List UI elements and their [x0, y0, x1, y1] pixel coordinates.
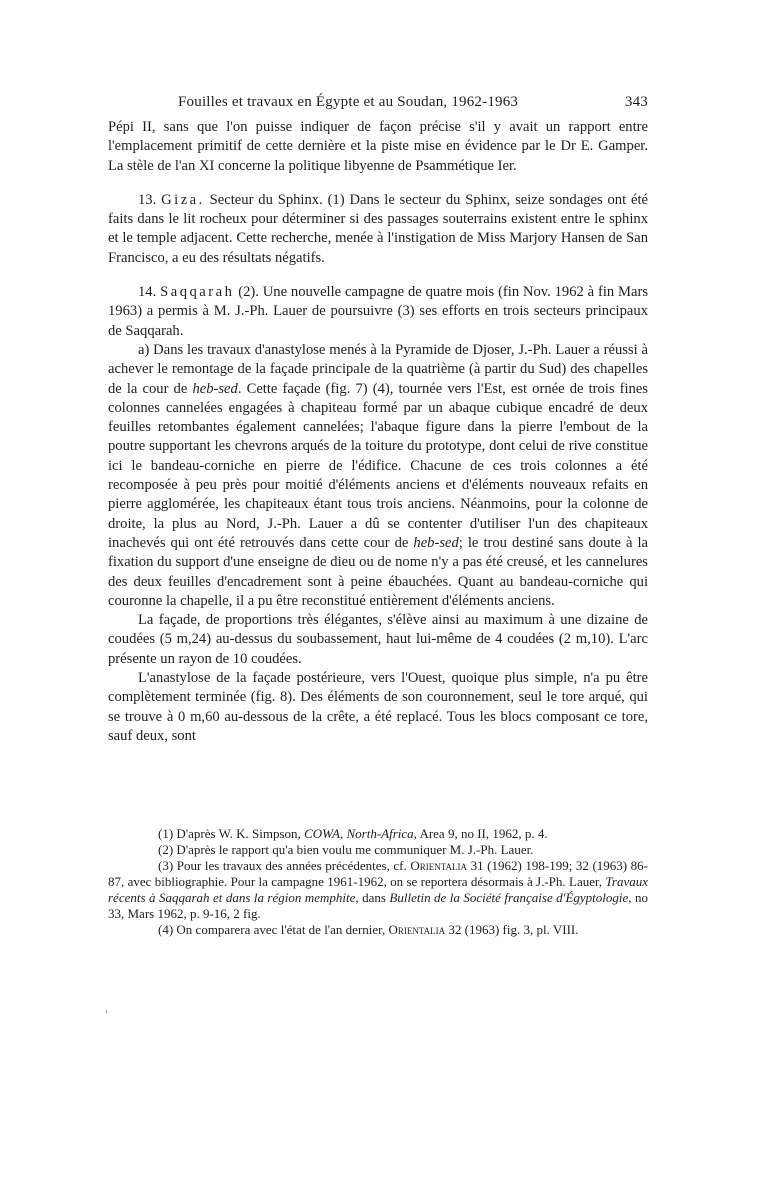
text-run: , Area 9, no II, 1962, p. 4. — [413, 826, 548, 841]
journal-name: Orientalia — [388, 922, 446, 937]
site-name: Giza. — [161, 191, 205, 208]
page-number: 343 — [624, 94, 648, 110]
section-number: 13. — [138, 191, 157, 208]
text-run: , — [339, 826, 344, 841]
text-run: . Cette façade (fig. 7) (4), tournée vers l'Est, est ornée de trois fines colonnes cannelées engagées à chapiteau formé par un abaque cubique encadré de deux feuilles retombantes également cannelées; l'abaque figure dans la pierre l'embout de la poutre supportant les chevrons arqués de la toiture du prototype, dont celui de rive constitue ici le bandeau-corniche en pierre de l'édifice. Chacune de ces trois colonnes a été recomposée à peu près pour moitié d'éléments anciens et d'éléments nouveaux refaits en pierre agglomérée, les chapiteaux étant tous trois anciens. Néanmoins, pour la colonne de droite, la plus au Nord, J.-Ph. Lauer a dû se contenter d'utiliser l'un des chapiteaux inachevés qui ont été retrouvés dans cette cour de — [108, 380, 648, 551]
italic-term: heb-sed — [192, 380, 238, 397]
text-run: a) Dans les travaux d'anastylose menés à la Pyramide de Djoser, J.-Ph. Lauer a réussi à achever le remontage de la façade principale de la quatrième (à partir du Sud) des chapelles de la cour de — [108, 341, 648, 397]
italic-term: heb-sed — [413, 534, 459, 551]
footnote-1 — [108, 826, 648, 842]
paragraph-saqqarah — [108, 283, 648, 341]
italic-term: North-Africa — [346, 826, 414, 841]
text-run: , dans — [355, 890, 386, 905]
running-title: Fouilles et travaux en Égypte et au Soudan, 1962-1963 — [178, 94, 519, 110]
text-run: 32 (1963) fig. 3, pl. VIII. — [448, 922, 579, 937]
text-run: 31 (1962) 198-199; 32 (1963) 86-87, avec bibliographie. Pour la campagne 1961-1962, on se reportera désormais à J.-Ph. Lauer, — [108, 858, 649, 889]
footnote-2: (2) D'après le rapport qu'a bien voulu me communiquer M. J.-Ph. Lauer. — [158, 842, 534, 857]
section-number: 14. — [138, 284, 157, 301]
site-name: Saqqarah — [160, 284, 235, 301]
paragraph-giza — [108, 191, 648, 268]
italic-term: COWA — [304, 826, 340, 841]
paragraph-anastylose — [108, 341, 648, 611]
paragraph-text: Secteur du Sphinx. (1) Dans le secteur du Sphinx, seize sondages ont été faits dans le lit rocheux pour déterminer si des passages souterrains existent entre le sphinx et le temple adjacent. Cette recherche, menée à l'instigation de Miss Marjory Hansen de San Francisco, a eu des résultats négatifs. — [108, 191, 649, 266]
paragraph-continuation: Pépi II, sans que l'on puisse indiquer de façon précise s'il y avait un rapport entre l'emplacement primitif de cette dernière et la piste mise en évidence par le Dr E. Gamper. La stèle de l'an XI concerne la politique libyenne de Psammétique Ier. — [108, 119, 648, 174]
italic-title: Travaux récents à Saqqarah et dans la région memphite — [108, 874, 649, 905]
footnotes — [108, 826, 648, 938]
running-header — [178, 94, 648, 111]
paragraph-facade: La façade, de proportions très élégantes, s'élève ainsi au maximum à une dizaine de coudées (5 m,24) au-dessus du soubassement, haut lui-même de 4 coudées (2 m,10). L'arc présente un rayon de 10 coudées. — [108, 612, 648, 667]
text-run: (3) Pour les travaux des années précédentes, cf. — [158, 858, 407, 873]
text-run: , no 33, Mars 1962, p. 9-16, 2 fig. — [108, 890, 648, 921]
paragraph-text: (2). Une nouvelle campagne de quatre mois (fin Nov. 1962 à fin Mars 1963) a permis à M. J.-Ph. Lauer de poursuivre (3) ses efforts en trois secteurs principaux de Saqqarah. — [108, 284, 649, 339]
italic-title: Bulletin de la Société française d'Égyptologie — [389, 890, 629, 905]
main-text — [108, 118, 648, 746]
text-run: (4) On comparera avec l'état de l'an dernier, — [158, 922, 386, 937]
text-run: ; le trou destiné sans doute à la fixation du support d'une enseigne de dieu ou de nome n'y a pas été creusé, et les cannelures des deux feuilles d'encadrement sont à peine ébauchées. Quant au bandeau-corniche qui couronne la chapelle, il a pu être reconstitué entièrement d'éléments anciens. — [108, 534, 648, 609]
paragraph-posterior: L'anastylose de la façade postérieure, vers l'Ouest, quoique plus simple, n'a pu être complètement terminée (fig. 8). Des éléments de son couronnement, seul le tore arqué, qui se trouve à 0 m,60 au-dessous de la crête, a été replacé. Tous les blocs composant ce tore, sauf deux, sont — [108, 670, 648, 744]
journal-name: Orientalia — [410, 858, 467, 873]
text-run: (1) D'après W. K. Simpson, — [158, 826, 301, 841]
scan-mark — [106, 1010, 107, 1013]
footnote-4 — [108, 922, 648, 938]
footnote-3 — [108, 858, 648, 922]
